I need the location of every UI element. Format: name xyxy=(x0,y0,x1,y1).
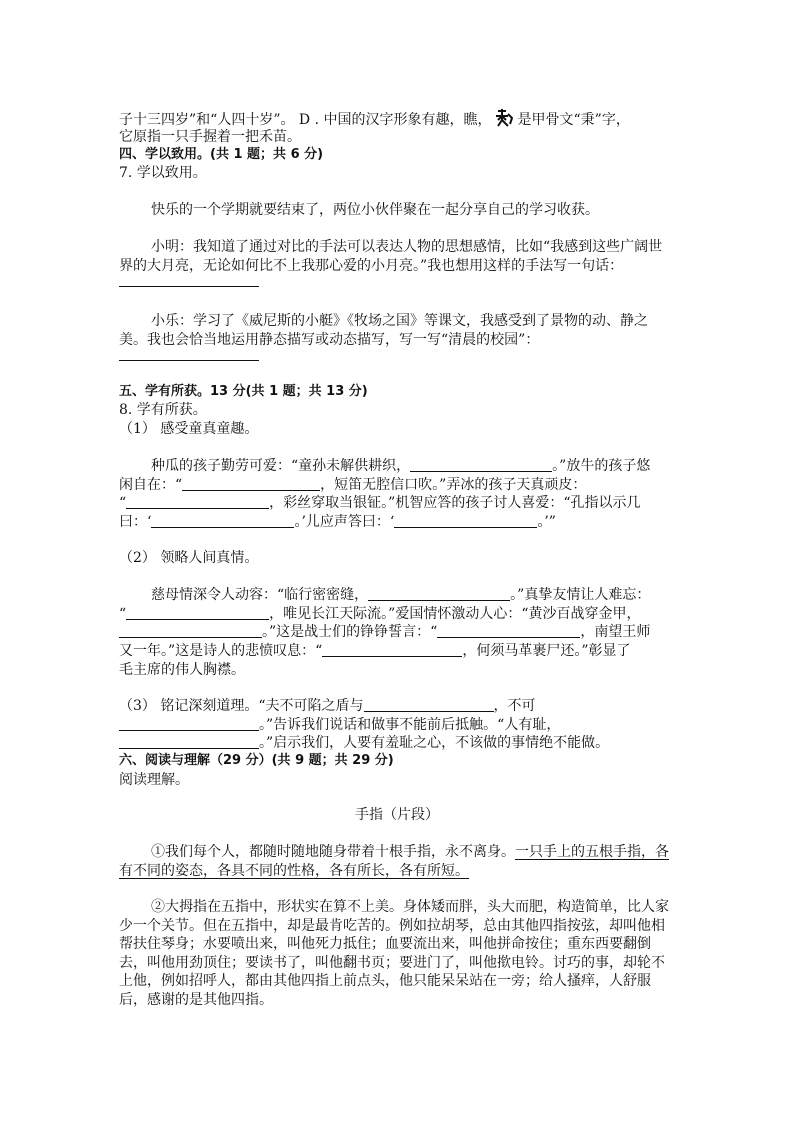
passage-para-2-line-2: 少一个关节。但在五指中，却是最肯吃苦的。例如拉胡琴，总由其他四指按弦，却叫他相 xyxy=(119,918,665,934)
p1-line-2: 闲自在：“ ，短笛无腔信口吹。”弄冰的孩子天真顽皮： xyxy=(119,477,587,493)
answer-blank[interactable] xyxy=(394,513,537,528)
passage-para-2-line-5: 上他，例如招呼人，都由其他四指上前点头，他只能呆呆站在一旁；给人搔痒，人舒服 xyxy=(119,973,651,989)
answer-blank[interactable] xyxy=(119,623,262,638)
passage-para-2-line-1: ②大拇指在五指中，形状实在算不上美。身体矮而胖，头大而肥，构造简单，比人家 xyxy=(151,899,669,915)
passage-para-2-line-3: 帮扶住琴身；水要喷出来，叫他死力抵住；血要流出来，叫他拼命按住；重东西要翻倒 xyxy=(119,936,651,952)
answer-blank[interactable] xyxy=(126,605,269,620)
passage-title: 手指（片段） xyxy=(355,807,439,823)
passage-para-2-line-4: 去，叫他用劲顶住；要读书了，叫他翻书页；要进门了，叫他揿电铃。讨巧的事，却轮不 xyxy=(119,955,665,971)
underlined-sentence: 有不同的姿态，各具不同的性格，各有所长，各有所短。 xyxy=(119,863,469,879)
s4-le-line-1: 小乐：学习了《威尼斯的小艇》《牧场之国》等课文，我感受到了景物的动、静之 xyxy=(151,313,648,329)
answer-blank[interactable] xyxy=(364,697,494,712)
answer-blank[interactable] xyxy=(368,586,510,601)
answer-blank[interactable] xyxy=(410,457,552,472)
passage-para-1-line-2 xyxy=(119,861,679,881)
answer-blank[interactable] xyxy=(182,476,320,491)
s4-le-line-2: 美。我也会恰当地运用静态描写或动态描写，写一写“清晨的校园”： xyxy=(119,332,540,348)
p3-line-2: 。”告诉我们说话和做事不能前后抵触。“人有耻， xyxy=(119,715,679,735)
oracle-bone-bing-glyph-icon xyxy=(492,108,518,128)
part-2-label: （2） 领略人间真情。 xyxy=(119,550,259,566)
top-line-2: 它原指一只手握着一把禾苗。 xyxy=(119,129,301,145)
underlined-sentence: 一只手上的五根手指，各 xyxy=(515,844,669,860)
p2-line-2: “ ，唯见长江天际流。”爱国情怀激动人心：“黄沙百战穿金甲， xyxy=(119,606,641,622)
answer-blank[interactable] xyxy=(437,623,580,638)
section-4-heading: 四、学以致用。(共 1 题；共 6 分) xyxy=(119,147,324,162)
question-7-label: 7. 学以致用。 xyxy=(119,165,207,181)
passage-para-2-line-6: 后，感谢的是其他四指。 xyxy=(119,992,273,1008)
answer-blank[interactable] xyxy=(322,642,462,657)
answer-blank[interactable] xyxy=(119,734,259,749)
part-1-label: （1） 感受童真童趣。 xyxy=(119,421,259,437)
answer-blank[interactable] xyxy=(126,494,269,509)
question-8-label: 8. 学有所获。 xyxy=(119,402,207,418)
p3-line-1: （3） 铭记深刻道理。“夫不可陷之盾与 ，不可 xyxy=(119,698,536,714)
s4-ming-line-2: 界的大月亮，无论如何比不上我那心爱的小月亮。”我也想用这样的手法写一句话： xyxy=(119,258,624,274)
answer-blank-le[interactable] xyxy=(119,360,259,361)
p3-line-3: 。”启示我们，人要有羞耻之心，不该做的事情绝不能做。 xyxy=(119,733,679,753)
p1-line-1: 种瓜的孩子勤劳可爱：“童孙未解供耕织， 。”放牛的孩子悠 xyxy=(151,458,651,474)
p1-line-3: “ ，彩丝穿取当银钲。”机智应答的孩子讨人喜爱：“孔指以示几 xyxy=(119,495,641,511)
answer-blank[interactable] xyxy=(119,716,259,731)
passage-para-1-line-1: ①我们每个人，都随时随地随身带着十根手指，永不离身。一只手上的五根手指，各 xyxy=(151,844,669,860)
reading-label: 阅读理解。 xyxy=(119,772,189,788)
section-6-heading: 六、阅读与理解（29 分）(共 9 题；共 29 分) xyxy=(119,753,394,768)
s4-intro: 快乐的一个学期就要结束了，两位小伙伴聚在一起分享自己的学习收获。 xyxy=(151,202,599,218)
p1-line-4: 曰：‘ 。’儿应声答曰：‘ 。’” xyxy=(119,514,556,530)
p2-line-3: 。”这是战士们的铮铮誓言：“ ，南望王师 xyxy=(119,622,679,642)
p2-line-4: 又一年。”这是诗人的悲愤叹息：“ ，何须马革裹尸还。”彰显了 xyxy=(119,643,631,659)
p2-line-1: 慈母情深令人动容：“临行密密缝， 。”真挚友情让人难忘： xyxy=(151,587,651,603)
section-5-heading: 五、学有所获。13 分(共 1 题；共 13 分) xyxy=(119,384,368,399)
top-line-1: 子十三四岁”和“人四十岁”。 D . 中国的汉字形象有趣，瞧， 是甲骨文“秉”字， xyxy=(119,108,679,128)
p2-line-5: 毛主席的伟人胸襟。 xyxy=(119,662,245,678)
answer-blank[interactable] xyxy=(151,513,294,528)
s4-ming-line-1: 小明：我知道了通过对比的手法可以表达人物的思想感情，比如“我感到这些广阔世 xyxy=(151,239,663,255)
answer-blank-ming[interactable] xyxy=(119,286,259,287)
